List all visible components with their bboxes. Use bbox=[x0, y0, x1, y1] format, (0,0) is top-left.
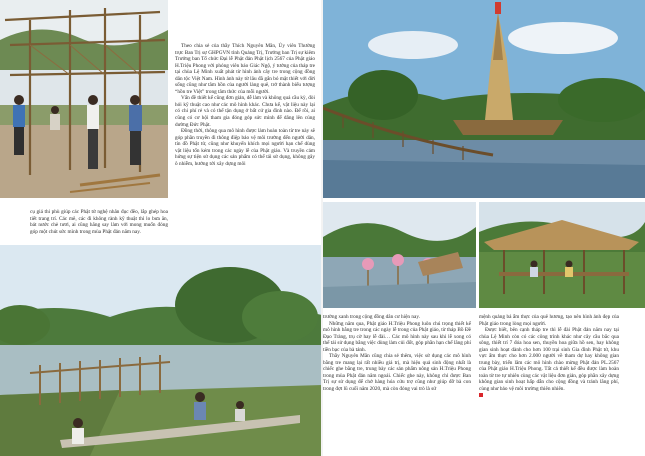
photo-bamboo-tower-and-bridge-at-lake bbox=[323, 0, 645, 198]
paragraph: Được biết, bên cạnh tháp tre thì lễ đài Phật đản năm nay tại chùa Lệ Minh còn có các công trình khác như cây cầu bắc qua sông, thiết trí 7 đóa hoa sen, thuyền hoa giữa hồ sen, hay không gian sinh hoạt dành cho hơn 100 trại sinh Gia đình Phật tử, khu vực ẩm thực cho hơn 2.000 người về tham dự hay không gian trung bày, triển lãm các mô hình chào mừng Phật đản PL.2567 của Phật giáo H.Triệu Phong. Tất cả thiết kế đều được làm hoàn toàn từ tre tự nhiên cùng các vật liệu đơn giản, góp phần xây dựng không gian sinh hoạt hấp dẫn cho cộng đồng và tránh lãng phí, cùng như bảo vệ môi trường thiên nhiên. bbox=[479, 327, 619, 393]
article-column-2 bbox=[175, 43, 315, 167]
photo-villagers-building-bamboo-pavilion bbox=[0, 0, 168, 198]
paragraph: Đồng thời, thông qua mô hình được làm hoàn toàn từ tre này sẽ góp phần truyền đi thông điệp bảo vệ môi trường đến người dân, tín đồ Phật tử, cũng như khuyến khích mọi người hạn chế dùng vật liệu tốn kém trong các ngày lễ của Phật giáo. Và truyền cảm hứng sự tiện sử dụng các sản phẩm có thể tái sử dụng, không gây ô nhiễm, hướng tới xây dựng môi bbox=[175, 128, 315, 167]
article-column-4 bbox=[479, 314, 619, 399]
paragraph: Thầy Nguyên Mãn cũng chia sẻ thêm, việc sử dụng các mô hình bằng tre mang lại rất nhiều giá trị, mà hiệu quả sinh động nhất là chiếc ghe bằng tre, trung bày các sản phẩm nông sản H.Triệu Phong trong mùa Phật đản năm ngoái. Chiếc ghe này, không chỉ được Ban Trị sự sử dụng để chở hàng hóa cứu trợ cũng như giúp đỡ bà con trong đợt lũ cuối năm 2020, mà còn đóng vai trò là sứ bbox=[323, 353, 471, 393]
paragraph: Những năm qua, Phật giáo H.Triệu Phong luôn chú trọng thiết kế mô hình bằng tre trong các ngày lễ trong của Phật giáo, từ tháp Bồ Đề Đạo Tràng, trụ cờ hay lễ đài… Các mô hình này sau khi lễ xong có thể tái sử dụng bằng việc dùng làm củi đốt, góp phần hạn chế lãng phí tiền bạc của bà tánh. bbox=[323, 320, 471, 353]
paragraph: Theo chia sẻ của thầy Thích Nguyên Mãn, Ủy viên Thường trực Ban Trị sự GHPGVN tỉnh Quảng Trị, Trưởng ban Trị sự kiêm Trưởng ban Tổ chức Đại lễ Phật đản Phật lịch 2567 của Phật giáo H.Triệu Phong với phóng viên báo Giác Ngộ, ý tưởng của tháp tre tại chùa Lệ Minh xuất phát từ hình ảnh cây tre trong cộng đồng dân tộc Việt Nam. Hình ảnh này từ lâu đã gắn bó mật thiết với đời sống cũng như tâm hồn của người làng quê, trở thành biểu tượng “hồn tre Việt” trong tâm thức của mỗi người. bbox=[175, 43, 315, 95]
page-gutter bbox=[321, 0, 323, 456]
article-column-3 bbox=[323, 314, 471, 393]
paragraph: trường xanh trong cộng đồng dân cư hiện nay. bbox=[323, 314, 420, 320]
photo-thatched-bamboo-pavilion bbox=[479, 202, 645, 308]
article-column-1 bbox=[30, 209, 168, 235]
paragraph: mệnh quảng bá ẩm thực của quê hương, tạo nên hình ảnh đẹp của Phật giáo trong lòng mọi người. bbox=[479, 314, 619, 327]
article-end-icon bbox=[479, 393, 483, 397]
paragraph: cụ giá thi phù giúp các Phật tử nghệ nhân đục đẽo, lắp ghép hoa tiết trang trí. Các mê, các đi không rành kỹ thuật thì lo bưa ăn, bát nước chè tươi, ai cũng hăng say làm với mong muốn đóng góp một chút sức mình trong mùa Phật đản năm nay. bbox=[30, 209, 168, 235]
photo-bamboo-bridge-construction-on-river bbox=[0, 245, 322, 456]
paragraph: Vấn đề thiết kế cũng đơn giản, dễ làm và không quá cầu kỳ, đòi hỏi kỹ thuật cao như các mô hình khác. Chưa kể, vật liệu này lại có chi phí rẻ và có thể tận dụng ở bất cứ gia đình nào. Để rồi, ai cũng có cơ hội tham gia đóng góp sức mình để dâng lên cúng dường Đức Phật. bbox=[175, 95, 315, 128]
photo-lotus-lanterns-on-water bbox=[323, 202, 476, 308]
